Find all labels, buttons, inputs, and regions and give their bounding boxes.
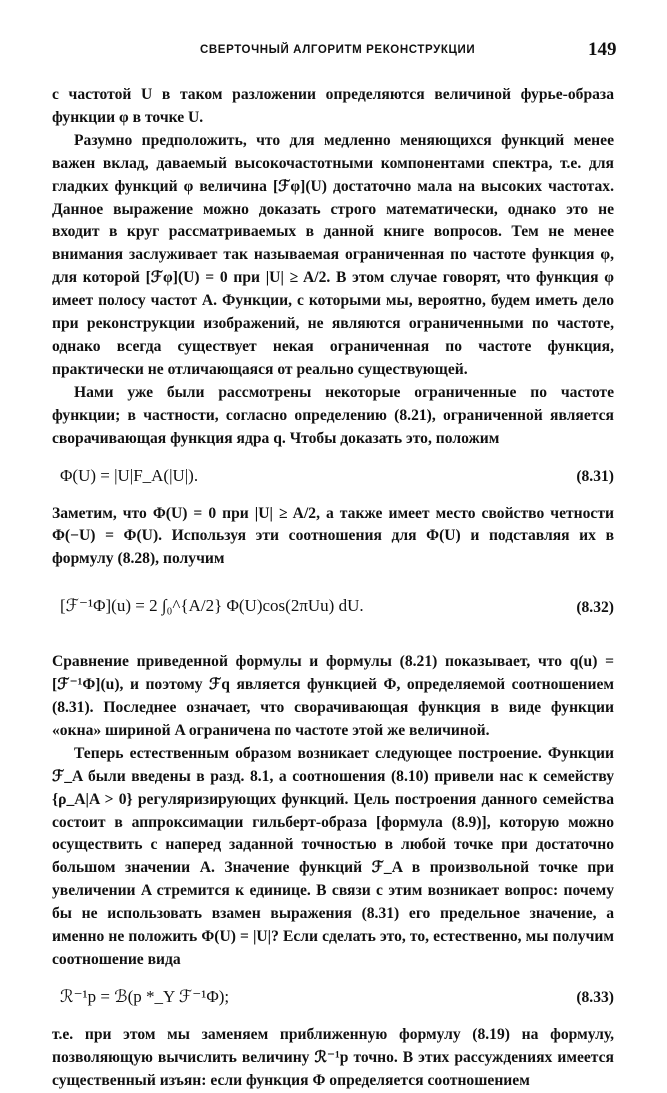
- equation-8-31-formula: Φ(U) = |U|F_A(|U|).: [60, 465, 199, 485]
- equation-8-33-number: (8.33): [576, 988, 614, 1006]
- equation-8-32-number: (8.32): [576, 599, 614, 617]
- equation-8-32: [52, 581, 614, 639]
- paragraph-6: Теперь естественным образом возникает следующее построение. Функции ℱ_A были введены в разд. 8.1, а соотношения (8.10) привели нас к семейству {ρ_A|A > 0} регуляризирующих функций. Цель построения данного семейства состоит в аппроксимации гильберт-образа [формула (8.9)], которую можно осуществить с наперед заданной точностью в любой точке при достаточно большом значении A. Значение функций ℱ_A в произвольной точке при увеличении A стремится к единице. В связи с этим возникает вопрос: почему бы не использовать взамен выражения (8.31) его предельное значение, а именно не положить Φ(U) = |U|? Если сделать это, то, естественно, мы получим соотношение вида: [52, 744, 614, 968]
- equation-8-32-formula: [ℱ⁻¹Φ](u) = 2 ∫₀^{A/2} Φ(U)cos(2πUu) dU.: [60, 596, 364, 616]
- page-number: 149: [588, 39, 617, 60]
- paragraph-2: Разумно предположить, что для медленно меняющихся функций менее важен вклад, даваемый высокочастотными компонентами спектра, т.е. для гладких функций φ величина [ℱφ](U) достаточно мала на высоких частотах. Данное выражение можно доказать строго математически, однако это не входит в круг рассматриваемых в данной книге вопросов. Тем не менее внимания заслуживает так называемая ограниченная по частоте функция φ, для которой [ℱφ](U) = 0 при |U| ≥ A/2. В этом случае говорят, что функция φ имеет полосу частот A. Функции, с которыми мы, вероятно, будем иметь дело при реконструкции изображений, не являются ограниченными по частоте, однако всегда существует некая ограниченная по частоте функция, практически не отличающаяся от реально существующей.: [52, 131, 614, 378]
- paragraph-5: Сравнение приведенной формулы и формулы (8.21) показывает, что q(u) = [ℱ⁻¹Φ](u), и поэтому ℱq является функцией Φ, определяемой соотношением (8.31). Последнее означает, что сворачивающая функция в виде функции «окна» шириной A ограничена по частоте этой же величиной.: [52, 653, 614, 739]
- equation-8-31-number: (8.31): [576, 467, 614, 485]
- equation-8-33: [52, 984, 614, 1014]
- running-title: СВЕРТОЧНЫЙ АЛГОРИТМ РЕКОНСТРУКЦИИ: [200, 44, 476, 56]
- paragraph-4: Заметим, что Φ(U) = 0 при |U| ≥ A/2, а также имеет место свойство четности Φ(−U) = Φ(U). Используя эти соотношения для Φ(U) и подставляя их в формулу (8.28), получим: [52, 504, 614, 568]
- paragraph-3: Нами уже были рассмотрены некоторые ограниченные по частоте функции; в частности, согласно определению (8.21), ограниченной является сворачивающая функция ядра q. Чтобы доказать это, положим: [52, 383, 614, 447]
- running-header: [0, 38, 667, 62]
- paragraph-1: с частотой U в таком разложении определяются величиной фурье-образа функции φ в точке U.: [52, 86, 614, 126]
- equation-8-33-formula: ℛ⁻¹p = ℬ(p *_Y ℱ⁻¹Φ);: [60, 986, 230, 1006]
- paragraph-7: т.е. при этом мы заменяем приближенную формулу (8.19) на формулу, позволяющую вычислить величину ℛ⁻¹p точно. В этих рассуждениях имеется существенный изъян: если функция Φ определяется соотношением: [52, 1025, 614, 1089]
- equation-8-31: [52, 463, 614, 493]
- page-body: [52, 84, 614, 1093]
